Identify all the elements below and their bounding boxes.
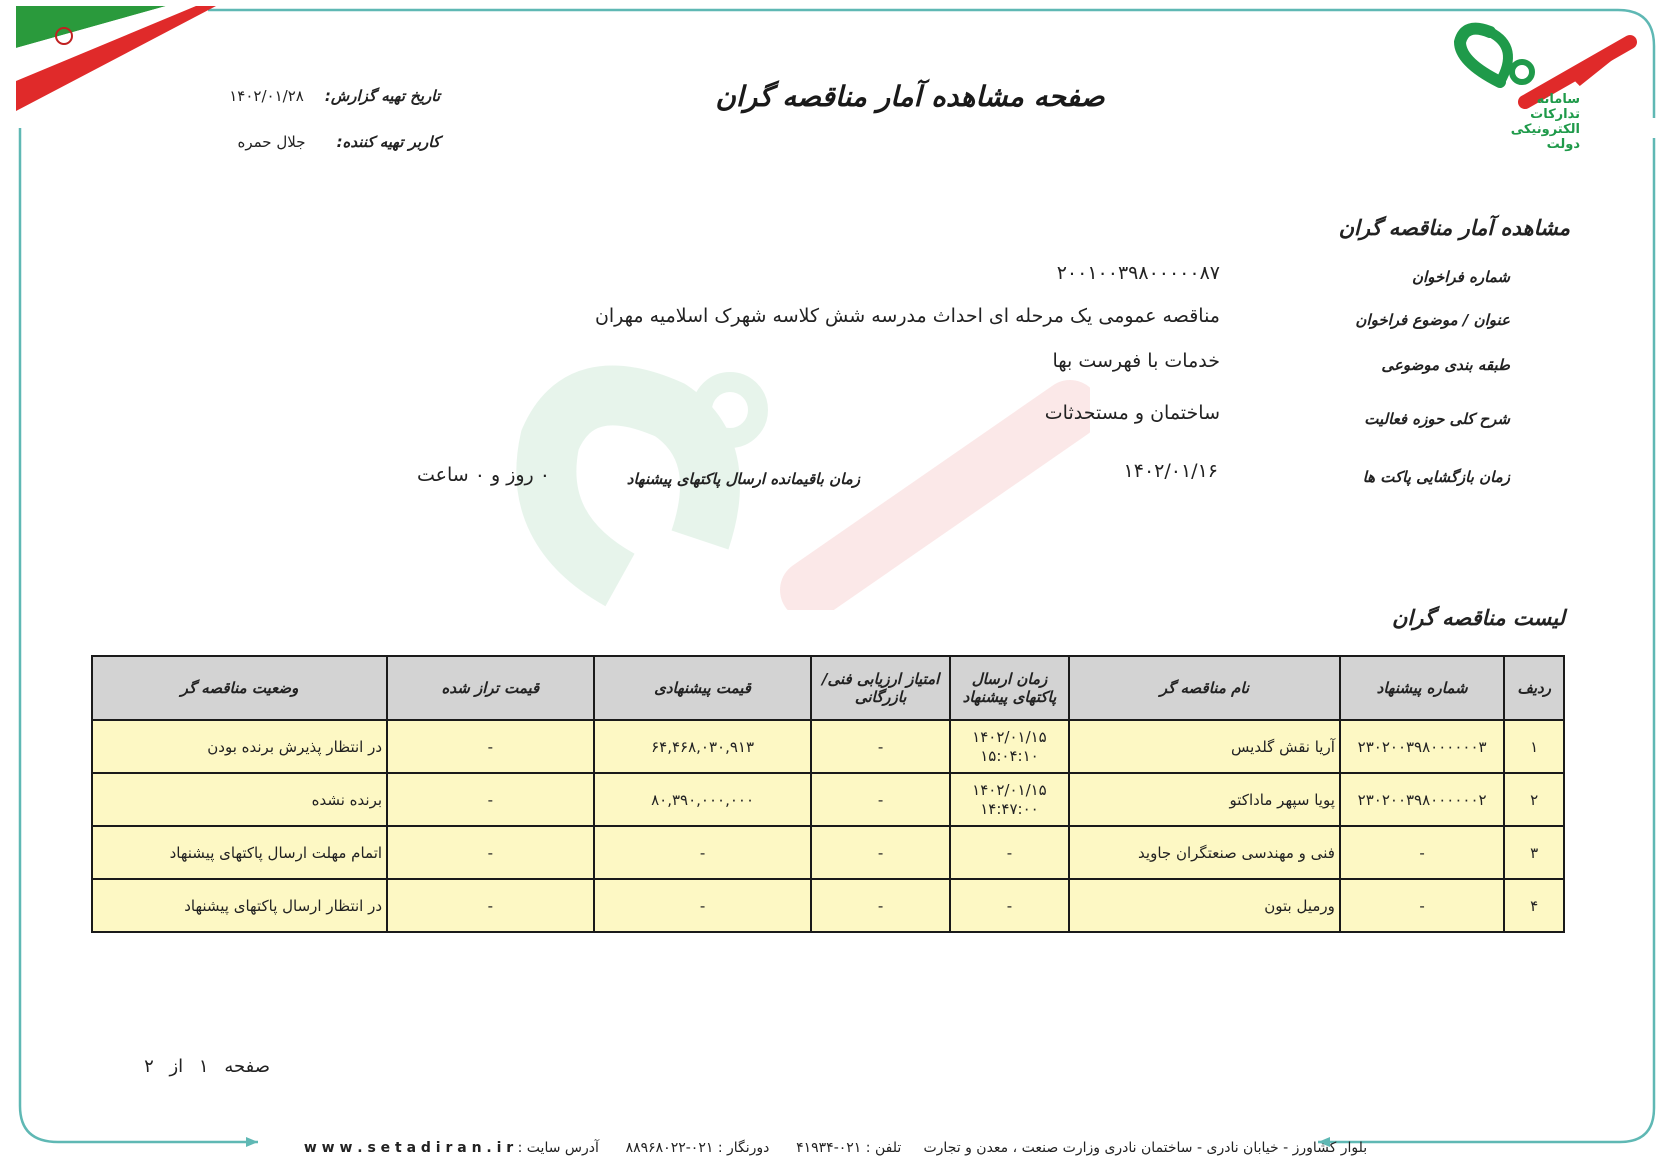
- pagination: [100, 1056, 270, 1077]
- logo-text-line: سامانه: [1536, 92, 1580, 107]
- opening-time-label: زمان بازگشایی پاکت ها: [1362, 468, 1510, 486]
- call-number-label: شماره فراخوان: [1412, 268, 1510, 286]
- setad-logo: [1430, 22, 1655, 172]
- remaining-time-value: ۰ روز و ۰ ساعت: [416, 464, 550, 486]
- cell-submit-time: -: [950, 826, 1069, 879]
- column-header-submit-time: زمان ارسال پاکتهای پیشنهاد: [950, 656, 1069, 720]
- activity-value: ساختمان و مستحدثات: [1044, 402, 1220, 424]
- footer-site-link[interactable]: w w w . s e t a d i r a n . i r: [303, 1140, 514, 1156]
- logo-text-line: تدارکات: [1530, 107, 1580, 122]
- footer-fax-label: دورنگار :: [717, 1140, 770, 1156]
- cell-status: برنده نشده: [92, 773, 387, 826]
- table-header-row: [92, 656, 1564, 720]
- activity-label: شرح کلی حوزه فعالیت: [1364, 410, 1510, 428]
- page-title: صفحه مشاهده آمار مناقصه گران: [715, 80, 1105, 113]
- cell-bidder-name: ورمیل بتون: [1069, 879, 1340, 932]
- cell-submit-time: [950, 773, 1069, 826]
- footer-fax-value: ۰۲۱-۸۸۹۶۸۰۲۲: [625, 1140, 714, 1156]
- cell-bidder-name: آریا نقش گلدیس: [1069, 720, 1340, 773]
- footer-site-label: آدرس سایت :: [517, 1140, 599, 1156]
- footer-phone-value: ۰۲۱-۴۱۹۳۴: [796, 1140, 862, 1156]
- table-row: [92, 720, 1564, 773]
- page-total: ۲: [144, 1056, 154, 1077]
- cell-submit-time: -: [950, 879, 1069, 932]
- cell-price: -: [594, 879, 812, 932]
- bidders-section-title: لیست مناقصه گران: [1391, 606, 1565, 630]
- cell-row-number: ۳: [1504, 826, 1564, 879]
- prepared-by-label: کاربر تهیه کننده:: [336, 133, 440, 151]
- details-section-title: مشاهده آمار مناقصه گران: [1338, 216, 1570, 240]
- cell-bid-number: ۲۳۰۲۰۰۳۹۸۰۰۰۰۰۰۲: [1340, 773, 1504, 826]
- table-row: [92, 773, 1564, 826]
- cell-adjusted-price: -: [387, 773, 594, 826]
- call-number-value: ۲۰۰۱۰۰۳۹۸۰۰۰۰۰۸۷: [1056, 262, 1220, 284]
- cell-bid-number: -: [1340, 879, 1504, 932]
- cell-bid-number: -: [1340, 826, 1504, 879]
- cell-price: ۸۰,۳۹۰,۰۰۰,۰۰۰: [594, 773, 812, 826]
- cell-adjusted-price: -: [387, 879, 594, 932]
- cell-score: -: [811, 826, 949, 879]
- cell-adjusted-price: -: [387, 720, 594, 773]
- page-of-word: از: [169, 1056, 184, 1077]
- cell-score: -: [811, 720, 949, 773]
- table-row: [92, 879, 1564, 932]
- report-date-label: تاریخ تهیه گزارش:: [324, 87, 440, 105]
- cell-bid-number: ۲۳۰۲۰۰۳۹۸۰۰۰۰۰۰۳: [1340, 720, 1504, 773]
- submit-date: ۱۴۰۲/۰۱/۱۵: [972, 780, 1047, 799]
- cell-score: -: [811, 879, 949, 932]
- footer-address: بلوار کشاورز - خیابان نادری - ساختمان نادری وزارت صنعت ، معدن و تجارت: [923, 1140, 1368, 1156]
- cell-status: در انتظار ارسال پاکتهای پیشنهاد: [92, 879, 387, 932]
- column-header-score: امتیاز ارزیابی فنی/ بازرگانی: [811, 656, 949, 720]
- footer-phone-label: تلفن :: [865, 1140, 902, 1156]
- column-header-status: وضعیت مناقصه گر: [92, 656, 387, 720]
- opening-time-value: ۱۴۰۲/۰۱/۱۶: [1123, 460, 1218, 482]
- column-header-price: قیمت پیشنهادی: [594, 656, 812, 720]
- subject-label: عنوان / موضوع فراخوان: [1355, 311, 1510, 329]
- cell-score: -: [811, 773, 949, 826]
- submit-clock: ۱۵:۰۴:۱۰: [980, 746, 1039, 765]
- page-word: صفحه: [224, 1056, 270, 1077]
- cell-price: ۶۴,۴۶۸,۰۳۰,۹۱۳: [594, 720, 812, 773]
- footer: [0, 1140, 1671, 1156]
- cell-row-number: ۴: [1504, 879, 1564, 932]
- table-row: [92, 826, 1564, 879]
- report-date-value: ۱۴۰۲/۰۱/۲۸: [229, 87, 304, 105]
- cell-bidder-name: فنی و مهندسی صنعتگران جاوید: [1069, 826, 1340, 879]
- prepared-by-value: جلال حمره: [237, 133, 306, 151]
- column-header-row-number: ردیف: [1504, 656, 1564, 720]
- logo-text-line: دولت: [1546, 137, 1580, 152]
- category-label: طبقه بندی موضوعی: [1381, 356, 1510, 374]
- column-header-adjusted-price: قیمت تراز شده: [387, 656, 594, 720]
- submit-clock: ۱۴:۴۷:۰۰: [980, 799, 1039, 818]
- cell-row-number: ۲: [1504, 773, 1564, 826]
- cell-submit-time: [950, 720, 1069, 773]
- cell-status: در انتظار پذیرش برنده بودن: [92, 720, 387, 773]
- category-value: خدمات با فهرست بها: [1052, 350, 1220, 372]
- cell-bidder-name: پویا سپهر ماداکتو: [1069, 773, 1340, 826]
- cell-row-number: ۱: [1504, 720, 1564, 773]
- page-current: ۱: [198, 1056, 209, 1077]
- subject-value: مناقصه عمومی یک مرحله ای احداث مدرسه شش کلاسه شهرک اسلامیه مهران: [594, 305, 1220, 327]
- submit-date: ۱۴۰۲/۰۱/۱۵: [972, 727, 1047, 746]
- iran-flag-ribbon-icon: [16, 6, 216, 116]
- cell-price: -: [594, 826, 812, 879]
- column-header-bidder-name: نام مناقصه گر: [1069, 656, 1340, 720]
- remaining-time-label: زمان باقیمانده ارسال پاکتهای پیشنهاد: [626, 470, 860, 488]
- cell-status: اتمام مهلت ارسال پاکتهای پیشنهاد: [92, 826, 387, 879]
- cell-adjusted-price: -: [387, 826, 594, 879]
- column-header-bid-number: شماره پیشنهاد: [1340, 656, 1504, 720]
- logo-text-line: الکترونیکی: [1510, 122, 1580, 137]
- bidders-table: [91, 655, 1565, 933]
